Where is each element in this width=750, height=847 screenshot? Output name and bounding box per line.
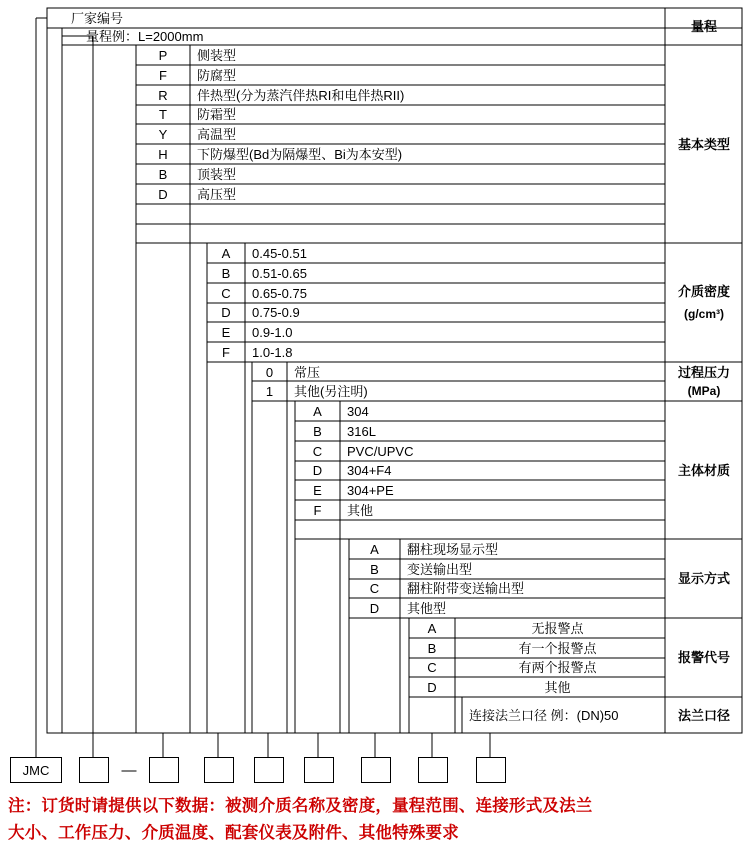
alarm-desc: 有两个报警点 [518,660,597,675]
display-desc: 翻柱现场显示型 [407,542,499,557]
material-desc: 304+PE [347,482,394,498]
footer-box-display[interactable] [361,757,391,783]
alarm-desc: 有一个报警点 [518,640,597,656]
manufacturer-code-label: 厂家编号 [71,11,124,26]
material-desc: PVC/UPVC [347,443,414,459]
pressure-code: 0 [265,364,274,380]
density-code: B [221,265,231,281]
footer-box-label: JMC [22,762,50,778]
density-code: A [221,246,231,261]
density-code: E [221,324,231,340]
basic-type-desc: 侧装型 [197,48,237,63]
footer-box-density[interactable] [204,757,234,783]
basic-type-code: D [158,186,168,202]
material-desc: 316L [347,423,376,439]
flange-desc: 连接法兰口径 例：(DN)50 [469,707,619,723]
order-note-line2: 大小、工作压力、介质温度、配套仪表及附件、其他特殊要求 [8,824,459,842]
material-desc: 304 [347,404,369,419]
density-code: C [221,285,231,301]
display-code: C [369,581,380,596]
density-desc: 0.9-1.0 [252,324,293,340]
display-desc: 其他型 [407,600,447,616]
basic-type-desc: 下防爆型(Bd为隔爆型、Bi为本安型) [197,146,403,162]
group-label-density: 介质密度 (g/cm³) [677,283,730,321]
material-desc: 304+F4 [347,463,392,478]
alarm-code: A [427,621,437,636]
basic-type-code: R [158,87,168,103]
basic-type-code: B [158,166,168,182]
top-row-range-example [78,28,658,45]
group-label-material: 主体材质 [677,462,730,478]
order-note-line1: 注：订货时请提供以下数据：被测介质名称及密度，量程范围、连接形式及法兰 [8,797,593,815]
material-code: D [312,463,323,478]
top-row-manufacturer-code [63,9,663,28]
group-label-basic-type: 基本类型 [677,136,730,152]
basic-type-code: P [158,48,168,63]
pressure-code: 1 [265,383,274,399]
material-code: C [312,443,323,459]
footer-box-jmc[interactable] [10,757,62,783]
density-code: D [221,305,231,320]
density-desc: 0.75-0.9 [252,305,300,320]
material-desc: 其他 [347,502,374,518]
group-label-pressure: 过程压力 (MPa) [677,364,730,398]
basic-type-desc: 顶装型 [197,166,237,182]
density-desc: 0.65-0.75 [252,285,307,301]
material-code: E [313,482,322,498]
material-code: A [313,404,322,419]
display-desc: 翻柱附带变送输出型 [407,581,525,596]
alarm-code: C [427,660,437,675]
group-label-range: 量程 [690,19,717,34]
footer-dash: — [121,761,137,779]
density-desc: 0.51-0.65 [252,265,307,281]
basic-type-code: F [159,67,167,83]
footer-box-pressure[interactable] [254,757,284,783]
basic-type-desc: 防腐型 [197,67,237,83]
footer-box-basic-type[interactable] [149,757,179,783]
pressure-desc: 常压 [294,364,321,380]
basic-type-code: H [158,146,168,162]
display-code: D [369,600,380,616]
basic-type-desc: 防霜型 [197,107,237,122]
footer-box-flange[interactable] [476,757,506,783]
alarm-desc: 其他 [544,679,571,695]
display-code: A [370,542,379,557]
basic-type-code: Y [158,126,168,142]
group-label-display: 显示方式 [677,571,730,586]
alarm-code: B [427,640,437,656]
footer-box-material[interactable] [304,757,334,783]
density-code: F [222,344,230,360]
density-desc: 0.45-0.51 [252,246,307,261]
display-desc: 变送输出型 [407,561,473,577]
range-example-label: 量程例：L=2000mm [86,29,204,44]
footer-box-range[interactable] [79,757,109,783]
material-code: B [313,423,322,439]
alarm-code: D [427,679,437,695]
group-label-alarm: 报警代号 [677,650,730,665]
pressure-desc: 其他(另注明) [294,383,368,399]
basic-type-desc: 高温型 [197,126,237,142]
alarm-desc: 无报警点 [531,621,584,636]
density-desc: 1.0-1.8 [252,344,293,360]
basic-type-desc: 伴热型(分为蒸汽伴热RI和电伴热RII) [197,87,405,103]
basic-type-desc: 高压型 [197,186,237,202]
group-label-flange: 法兰口径 [677,707,730,723]
footer-box-alarm[interactable] [418,757,448,783]
basic-type-code: T [159,107,167,122]
material-code: F [313,502,322,518]
display-code: B [370,561,379,577]
